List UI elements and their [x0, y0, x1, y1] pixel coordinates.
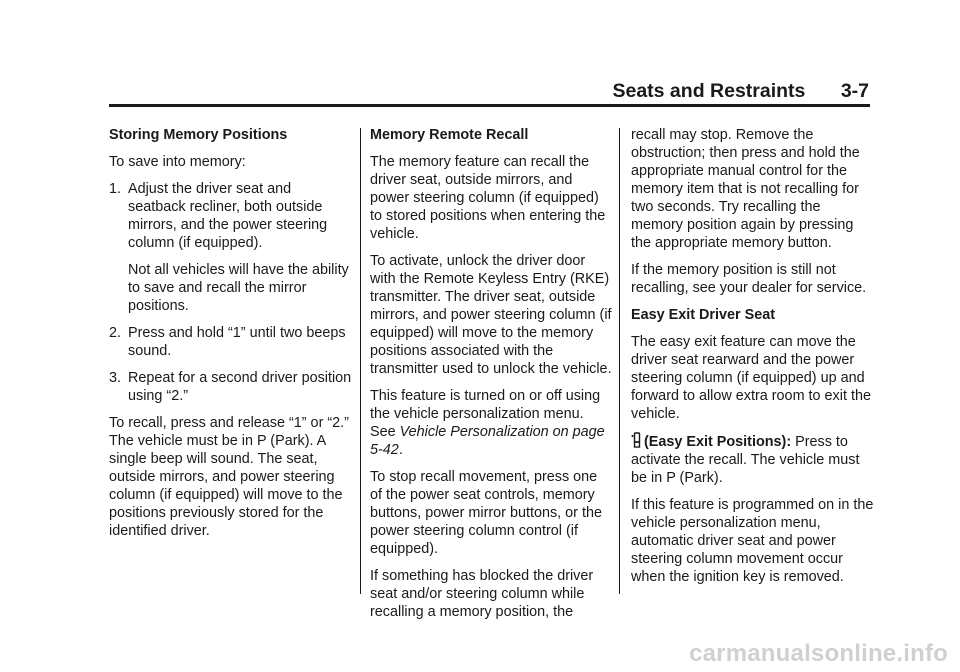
heading-storing-memory: Storing Memory Positions	[109, 127, 288, 143]
list-text: Adjust the driver seat and seatback recliner, both outside mirrors, and the power steering column (if equipped).	[128, 181, 328, 251]
column-1	[109, 126, 352, 549]
column-2	[370, 126, 613, 630]
page-header	[109, 80, 869, 104]
paragraph: If this feature is programmed on in the vehicle personalization menu, automatic driver seat and power steering column movement occur when the ignition key is removed.	[631, 497, 874, 585]
paragraph: recall may stop. Remove the obstruction; then press and hold the appropriate manual control for the memory item that is not recalling for two seconds. Try recalling the memory position again by pressing the appropriate memory button.	[631, 127, 860, 251]
list-number: 2.	[109, 325, 122, 341]
column-divider	[619, 128, 620, 594]
easy-exit-seat-icon	[631, 432, 641, 449]
paragraph: To recall, press and release “1” or “2.” The vehicle must be in P (Park). A single beep will sound. The seat, outside mirrors, and power steering column (if equipped) will move to the positions previously stored for the identified driver.	[109, 415, 349, 539]
paragraph: To activate, unlock the driver door with the Remote Keyless Entry (RKE) transmitter. The driver seat, outside mirrors, and power steering column (if equipped) will move to the memory positions associated with the transmitter used to unlock the vehicle.	[370, 253, 612, 377]
paragraph: To stop recall movement, press one of the power seat controls, memory buttons, power mirror buttons, or the power steering column control (if equipped).	[370, 469, 602, 557]
list-item	[109, 324, 352, 360]
cross-reference: Vehicle Personalization on page 5-42	[370, 424, 605, 458]
page-number: 3-7	[840, 80, 869, 102]
text-run: This feature is turned on or off using the vehicle personalization menu. See	[370, 388, 601, 440]
list-number: 3.	[109, 370, 122, 386]
paragraph: The easy exit feature can move the driver seat rearward and the power steering column (if equipped) up and forward to allow extra room to exit the vehicle.	[631, 334, 871, 422]
header-rule	[109, 104, 870, 107]
list-note: Not all vehicles will have the ability to save and recall the mirror positions.	[128, 262, 349, 314]
paragraph	[631, 432, 874, 487]
section-title: Seats and Restraints	[612, 80, 806, 102]
easy-exit-label: (Easy Exit Positions):	[644, 434, 792, 450]
column-divider	[360, 128, 361, 594]
list-item	[109, 369, 352, 405]
paragraph: If the memory position is still not recalling, see your dealer for service.	[631, 262, 867, 296]
list-text: Press and hold “1” until two beeps sound.	[128, 325, 346, 359]
paragraph: To save into memory:	[109, 154, 246, 170]
paragraph: If something has blocked the driver seat and/or steering column while recalling a memory position, the	[370, 568, 594, 620]
list-number: 1.	[109, 181, 122, 197]
paragraph: The memory feature can recall the driver seat, outside mirrors, and power steering column (if equipped) to stored positions when entering the vehicle.	[370, 154, 606, 242]
list-text: Repeat for a second driver position using “2.”	[128, 370, 352, 404]
heading-easy-exit: Easy Exit Driver Seat	[631, 307, 775, 323]
list-item	[109, 180, 352, 252]
text-run: Press to activate the recall. The vehicle must be in P (Park).	[631, 434, 860, 486]
text-run: .	[398, 442, 403, 458]
paragraph	[370, 387, 613, 459]
heading-memory-remote-recall: Memory Remote Recall	[370, 127, 529, 143]
column-3	[631, 126, 874, 595]
watermark: carmanualsonline.info	[689, 640, 948, 667]
